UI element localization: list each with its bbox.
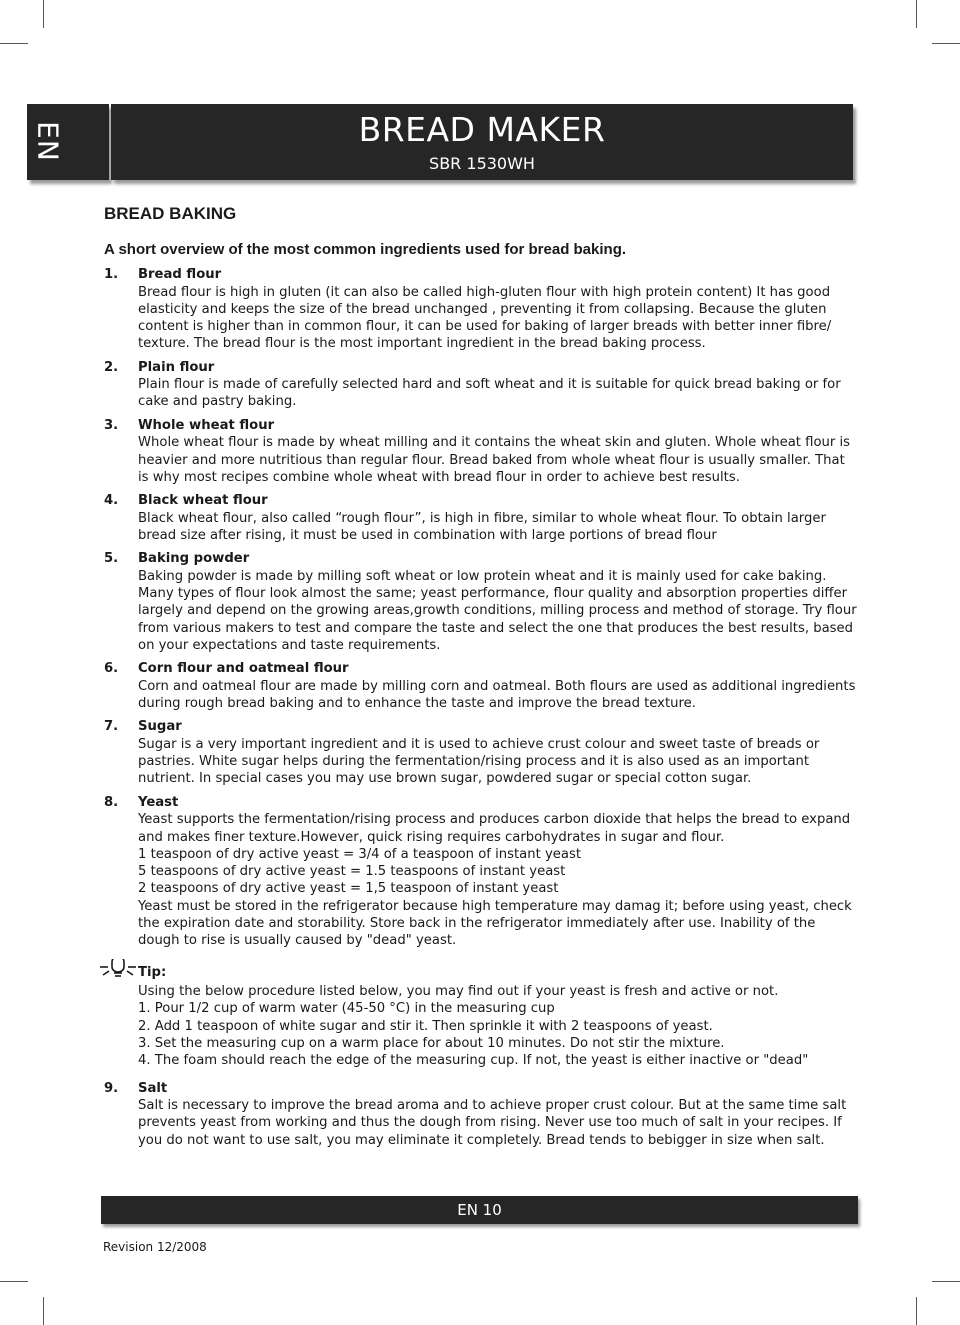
crop-mark — [916, 0, 917, 28]
tip-box — [104, 964, 859, 1070]
ingredient-item — [104, 1080, 859, 1149]
item-title: Yeast — [138, 794, 179, 810]
main-content — [104, 204, 859, 1155]
ingredient-item — [104, 266, 859, 353]
item-number: 8. — [104, 794, 119, 810]
item-text: Black wheat flour, also called “rough flour”, is high in fibre, similar to whole wheat flour. To obtain larger bread size after rising, it must be used in combination with large portions of bread flour — [138, 510, 826, 543]
item-text: Plain flour is made of carefully selected hard and soft wheat and it is suitable for quick bread baking or for cake and pastry baking. — [138, 377, 841, 410]
page-number: EN 10 — [457, 1201, 502, 1219]
crop-mark — [932, 1281, 960, 1282]
ingredient-item — [104, 794, 859, 950]
ingredient-item — [104, 550, 859, 654]
item-title: Plain flour — [138, 359, 215, 375]
crop-mark — [43, 0, 44, 28]
ingredient-item — [104, 660, 859, 712]
page-title: BREAD MAKER — [358, 110, 606, 149]
crop-mark — [916, 1297, 917, 1325]
item-text: Yeast supports the fermentation/rising process and produces carbon dioxide that helps the bread to expand and makes finer texture.However, quick rising requires carbohydrates in sugar and flour. 1 teaspoon of dry active yeast = 3/4 of a teaspoon of instant yeast 5 teaspoons of dry active yeast = 1.5 teaspoons of instant yeast 2 teaspoons of dry active yeast = 1,5 teaspoon of instant yeast Yeast must be stored in the refrigerator because high temperature may damag it; before using yeast, check the expiration date and storability. Store back in the refrigerator immediately after use. Inability of the dough to rise is usually caused by "dead" yeast. — [138, 812, 852, 949]
tip-step: 1. Pour 1/2 cup of warm water (45-50 °C) in the measuring cup — [138, 1001, 555, 1017]
item-number: 7. — [104, 719, 119, 735]
crop-mark — [0, 1281, 28, 1282]
crop-mark — [43, 1297, 44, 1325]
model-number: SBR 1530WH — [429, 154, 535, 173]
item-title: Black wheat flour — [138, 493, 268, 509]
section-subheading: A short overview of the most common ingredients used for bread baking. — [104, 241, 627, 258]
item-title: Corn flour and oatmeal flour — [138, 661, 349, 677]
tip-step: 3. Set the measuring cup on a warm place for about 10 minutes. Do not stir the mixture. — [138, 1036, 725, 1051]
item-number: 4. — [104, 493, 119, 509]
lightbulb-icon — [98, 959, 140, 985]
ingredient-item — [104, 417, 859, 486]
item-title: Whole wheat flour — [138, 417, 275, 433]
item-number: 2. — [104, 359, 119, 375]
item-number: 1. — [104, 267, 119, 282]
item-text: Sugar is a very important ingredient and it is used to achieve crust colour and sweet taste of breads or pastries. White sugar helps during the fermentation/rising process and it is also used as an important nutrient. In special cases you may use brown sugar, powdered sugar or special cotton sugar. — [138, 736, 820, 787]
item-number: 5. — [104, 551, 119, 567]
crop-mark — [932, 43, 960, 44]
revision-label: Revision 12/2008 — [103, 1240, 207, 1254]
ingredient-item — [104, 359, 859, 411]
item-title: Sugar — [138, 719, 182, 735]
item-text: Whole wheat flour is made by wheat milling and it contains the wheat skin and gluten. Whole wheat flour is heavier and more nutritious than regular flour. Bread baked from whole wheat flour is usually smaller. That is why most recipes combine whole wheat with bread flour in order to achieve best results. — [138, 435, 851, 485]
item-text: Corn and oatmeal flour are made by milling corn and oatmeal. Both flours are used as additional ingredients during rough bread baking and to enhance the taste and improve the bread texture. — [138, 678, 856, 712]
language-tab-label: EN — [31, 121, 65, 162]
tip-steps — [138, 1000, 859, 1069]
item-number: 6. — [104, 661, 119, 677]
tip-intro: Using the below procedure listed below, you may find out if your yeast is fresh and active or not. — [138, 984, 779, 1000]
item-text: Salt is necessary to improve the bread aroma and to achieve proper crust colour. But at the same time salt prevents yeast from working and thus the dough from rising. Never use too much of salt in your recipes. If you do not want to use salt, you may eliminate it completely. Bread tends to bebigger in size when salt. — [138, 1098, 847, 1148]
item-title: Bread flour — [138, 267, 222, 282]
item-number: 9. — [104, 1080, 119, 1096]
footer-bar — [101, 1196, 858, 1224]
ingredient-item — [104, 492, 859, 544]
crop-mark — [0, 43, 28, 44]
tip-title: Tip: — [138, 964, 167, 980]
tip-step: 4. The foam should reach the edge of the measuring cup. If not, the yeast is either inactive or "dead" — [138, 1053, 809, 1069]
item-text: Bread flour is high in gluten (it can also be called high-gluten flour with high protein content) It has good elasticity and keeps the size of the bread unchanged , preventing it from collapsing. Because the gluten content is higher than in common flour, it can be used for baking of larger breads with better inner fibre/ texture. The bread flour is the most important ingredient in the bread baking process. — [138, 284, 832, 352]
item-title: Baking powder — [138, 551, 250, 567]
item-title: Salt — [138, 1080, 168, 1096]
item-number: 3. — [104, 417, 119, 433]
section-heading: BREAD BAKING — [104, 204, 237, 223]
ingredient-item — [104, 718, 859, 787]
tip-step: 2. Add 1 teaspoon of white sugar and stir it. Then sprinkle it with 2 teaspoons of yeast. — [138, 1018, 713, 1034]
item-text: Baking powder is made by milling soft wheat or low protein wheat and it is mainly used for cake baking. Many types of flour look almost the same; yeast performance, flour quality and absorption properties differ largely and depend on the growing areas,growth conditions, milling process and method of storage. Try flour from various makers to test and compare the taste and select the one that produces the best results, based on your expectations and taste requirements. — [138, 568, 857, 653]
